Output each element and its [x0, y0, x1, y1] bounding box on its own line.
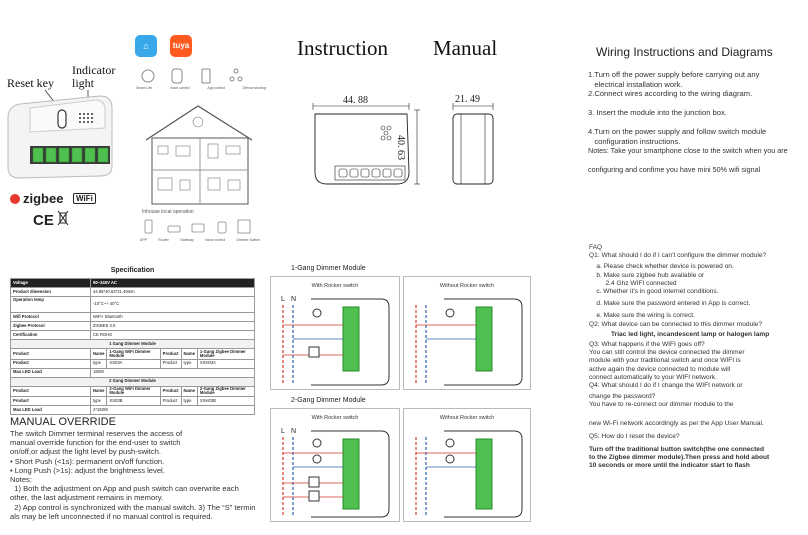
- step-line: [588, 99, 808, 109]
- spec-key: Certification: [11, 331, 91, 340]
- faq-line: connect automatically to your WIFI network.: [589, 373, 717, 381]
- faq-line: change the password?: [589, 393, 656, 401]
- spec-row: [11, 313, 255, 322]
- middle-panel: [265, 0, 535, 535]
- scene-label: Voice control: [169, 86, 190, 90]
- wiring-diagram: [404, 425, 532, 521]
- wiring-title: Wiring Instructions and Diagrams: [596, 45, 773, 59]
- spec-cell: Product: [160, 349, 181, 360]
- step-line: [588, 156, 808, 166]
- faq-line: 2.4 Ghz WIFI connected: [589, 279, 677, 287]
- wiring-diagram: [404, 293, 532, 389]
- zigbee-icon: [10, 194, 20, 204]
- faq-line: d. Make sure the password entered in App is correct.: [589, 300, 751, 308]
- manual-line: other, the last adjustment remains in memory.: [10, 493, 164, 503]
- home-app-icon: ⌂: [135, 35, 157, 57]
- spec-key: Wifi Protocol: [11, 313, 91, 322]
- manual-line: on/off,or adjust the light level by push-switch.: [10, 447, 161, 457]
- spec-value: ZIGBEE 3.0: [91, 322, 255, 331]
- spec-row: [11, 297, 255, 313]
- reset-key-label: Reset key: [7, 76, 54, 90]
- faq-line: b. Make sure zigbee hub available or: [589, 271, 705, 279]
- spec-row: [11, 406, 255, 415]
- weee-bin-icon: [57, 210, 69, 226]
- spec-cell: Product: [11, 386, 91, 397]
- spec-key: Product dimension: [11, 288, 91, 297]
- spec-table: [10, 278, 255, 415]
- manual-line: als may be left unconnected if no manual control is required.: [10, 511, 213, 521]
- faq-line: Q5: How do I reset the device?: [589, 432, 680, 440]
- device-label: Voice control: [205, 238, 226, 242]
- spec-cell: Product: [160, 359, 181, 368]
- title-instruction: Instruction: [297, 36, 388, 60]
- caption: With Rocker switch: [311, 415, 359, 421]
- spec-cell: 2-Gang Zigbee Dimmer Module: [197, 386, 254, 397]
- faq-line: e. Make sure the wiring is correct.: [589, 312, 695, 320]
- spec-cell: XSH03A: [197, 359, 254, 368]
- faq-line: Turn off the traditional button switch(the one connected: [589, 446, 764, 454]
- manual-line: Notes:: [10, 475, 32, 485]
- step-line: 2.Connect wires according to the wiring diagram.: [588, 89, 753, 98]
- spec-key: Zigbee Protocol: [11, 322, 91, 331]
- spec-cell: 2-Gang WiFi Dimmer Module: [107, 386, 160, 397]
- manual-line: 1) Both the adjustment on App and push switch can overwrite each: [10, 484, 239, 494]
- spec-row: [11, 279, 255, 288]
- faq-line: FAQ: [589, 244, 603, 251]
- tuya-app-icon: tuya: [170, 35, 192, 57]
- spec-cell: Name: [181, 349, 197, 360]
- house-caption: Inhouse local operation: [142, 209, 194, 215]
- gang1-title: 1 Gang Dimmer Module: [11, 340, 255, 349]
- gang2-diagram-title: 2-Gang Dimmer Module: [291, 397, 366, 404]
- L-label: L: [281, 296, 285, 303]
- spec-cell: XS03B: [107, 397, 160, 406]
- faq-line: to the Zigbee dimmer module).Then press and hold about: [589, 454, 770, 462]
- step-line: configuration instructions.: [588, 136, 681, 146]
- spec-cell: type: [181, 359, 197, 368]
- faq-line: Q2: What device can be connected to this dimmer module?: [589, 320, 762, 328]
- caption: Without Rocker switch: [439, 415, 495, 421]
- spec-cell: Product: [11, 359, 91, 368]
- faq-line: Q4: What should I do if I change the WIFI network or: [589, 382, 743, 390]
- spec-row: [11, 349, 255, 360]
- spec-key: Max LED Load: [11, 406, 91, 415]
- right-panel: [535, 0, 808, 535]
- step-line: electrical installation work.: [588, 79, 683, 89]
- spec-value: WiFi+ Bluetooth: [91, 313, 255, 322]
- spec-value: 90~240V AC: [91, 279, 255, 288]
- spec-value: 44.88*40.63*21.49mm: [91, 288, 255, 297]
- spec-title: Specification: [110, 267, 155, 274]
- manual-line: The switch Dimmer terminal reserves the access of: [10, 429, 183, 438]
- bottom-device-labels: [140, 238, 260, 242]
- gang2-with-rocker-diagram: [270, 408, 400, 522]
- step-line: 3. Insert the module into the junction box.: [588, 108, 727, 117]
- gang2-title: 2 Gang Dimmer Module: [11, 377, 255, 386]
- spec-row: [11, 288, 255, 297]
- faq-line: a. Please check whether device is powered on.: [589, 263, 734, 271]
- spec-value: -10°C~+ 40°C: [91, 297, 255, 313]
- manual-line: • Long Push (>1s): adjust the brightness level.: [10, 465, 165, 475]
- faq-section: [589, 244, 807, 471]
- device-label: Gateway: [180, 238, 194, 242]
- spec-cell: type: [181, 397, 197, 406]
- spec-subtitle-row: [11, 340, 255, 349]
- wiring-diagram: [271, 425, 401, 521]
- device-label: APP: [140, 238, 148, 242]
- faq-line: You have to re-connect our dimmer module to the: [589, 401, 734, 409]
- scene-labels: [136, 86, 266, 90]
- N-label: N: [291, 428, 297, 435]
- faq-line: Triac led light, incandescent lamp or halogen lamp: [589, 330, 770, 338]
- gang1-with-rocker-diagram: [270, 276, 400, 390]
- manual-line: manual override function for the end-user to switch: [10, 438, 181, 448]
- wiring-steps: [588, 70, 808, 175]
- spec-cell: Name: [91, 349, 107, 360]
- step-line: configuring and confime you have mini 50% wifi signal: [588, 165, 761, 174]
- step-line: 1.Turn off the power supply before carrying out any: [588, 70, 760, 79]
- L-label: L: [281, 428, 285, 435]
- spec-cell: type: [91, 359, 107, 368]
- faq-line: active again the device connected to module will: [589, 365, 731, 373]
- spec-row: [11, 397, 255, 406]
- wiring-diagram: [271, 293, 401, 389]
- dim-depth: 21. 49: [455, 94, 480, 105]
- caption: With Rocker switch: [311, 283, 359, 289]
- gang1-diagram-title: 1-Gang Dimmer Module: [291, 265, 366, 272]
- faq-line: module with your traditional switch and once WIFI is: [589, 357, 741, 365]
- title-manual: Manual: [433, 36, 498, 60]
- zigbee-logo: [10, 191, 63, 206]
- spec-cell: Name: [91, 386, 107, 397]
- step-line: 4.Turn on the power supply and follow switch module: [588, 127, 767, 136]
- faq-line: You can still control the device connected the dimmer: [589, 349, 745, 357]
- manual-override-body: [10, 429, 265, 521]
- spec-row: [11, 386, 255, 397]
- faq-line: Q1: What should I do if I can't configure the dimmer module?: [589, 252, 767, 260]
- step-line: [588, 118, 808, 128]
- spec-value: CE ROHS: [91, 331, 255, 340]
- gang2-without-rocker-diagram: [403, 408, 531, 522]
- dim-width: 44. 88: [343, 95, 368, 106]
- manual-line: 2) App control is synchronized with the manual switch. 3) The “S” termin: [10, 502, 256, 512]
- spec-cell: 1-Gang WiFi Dimmer Module: [107, 349, 160, 360]
- wifi-badge: WiFi: [73, 193, 96, 204]
- faq-line: Q3: What happens if the WIFI goes off?: [589, 341, 705, 349]
- spec-cell: 1-Gang Zigbee Dimmer Module: [197, 349, 254, 360]
- indicator-light-label: Indicator light: [72, 63, 116, 90]
- spec-cell: XS03A: [107, 359, 160, 368]
- house-illustration: [140, 100, 258, 208]
- spec-cell: Name: [181, 386, 197, 397]
- spec-value: 150W: [91, 368, 255, 377]
- spec-cell: type: [91, 397, 107, 406]
- N-label: N: [291, 296, 297, 303]
- scene-label: App control: [207, 86, 226, 90]
- spec-cell: Product: [160, 386, 181, 397]
- spec-subtitle-row: [11, 377, 255, 386]
- scene-label: Smart Life: [136, 86, 152, 90]
- manual-line: • Short Push (<1s): permanent on/off function.: [10, 456, 165, 466]
- faq-line: c. Whether it's in good internet conditions.: [589, 288, 719, 296]
- spec-cell: Product: [11, 397, 91, 406]
- faq-line: new Wi-Fi network accordingly as per the App User Manual.: [589, 419, 764, 427]
- spec-row: [11, 368, 255, 377]
- dimension-drawings: [305, 100, 505, 200]
- spec-row: [11, 322, 255, 331]
- spec-key: Max LED Load: [11, 368, 91, 377]
- caption: Without Rocker switch: [439, 283, 495, 289]
- step-line: Notes: Take your smartphone close to the switch when you are: [588, 146, 788, 155]
- spec-cell: Product: [11, 349, 91, 360]
- scene-label: Device sharing: [242, 86, 266, 90]
- zigbee-text: zigbee: [23, 191, 64, 206]
- ce-mark: CE: [33, 212, 54, 229]
- spec-value: 2*150W: [91, 406, 255, 415]
- spec-key: Voltage: [11, 279, 91, 288]
- gang1-without-rocker-diagram: [403, 276, 531, 390]
- spec-row: [11, 359, 255, 368]
- dim-height: 40. 63: [395, 135, 406, 160]
- device-label: Router: [158, 238, 169, 242]
- device-label: Dimmer Switch: [236, 238, 260, 242]
- left-panel: [0, 0, 265, 535]
- device-illustration: [0, 88, 120, 188]
- faq-line: 10 seconds or more until the indicator start to flash: [589, 462, 750, 470]
- spec-cell: XSH03B: [197, 397, 254, 406]
- spec-row: [11, 331, 255, 340]
- spec-cell: Product: [160, 397, 181, 406]
- manual-override-title: MANUAL OVERRIDE: [10, 416, 116, 428]
- spec-key: Operation temp: [11, 297, 91, 313]
- bottom-devices-icons: [140, 218, 258, 238]
